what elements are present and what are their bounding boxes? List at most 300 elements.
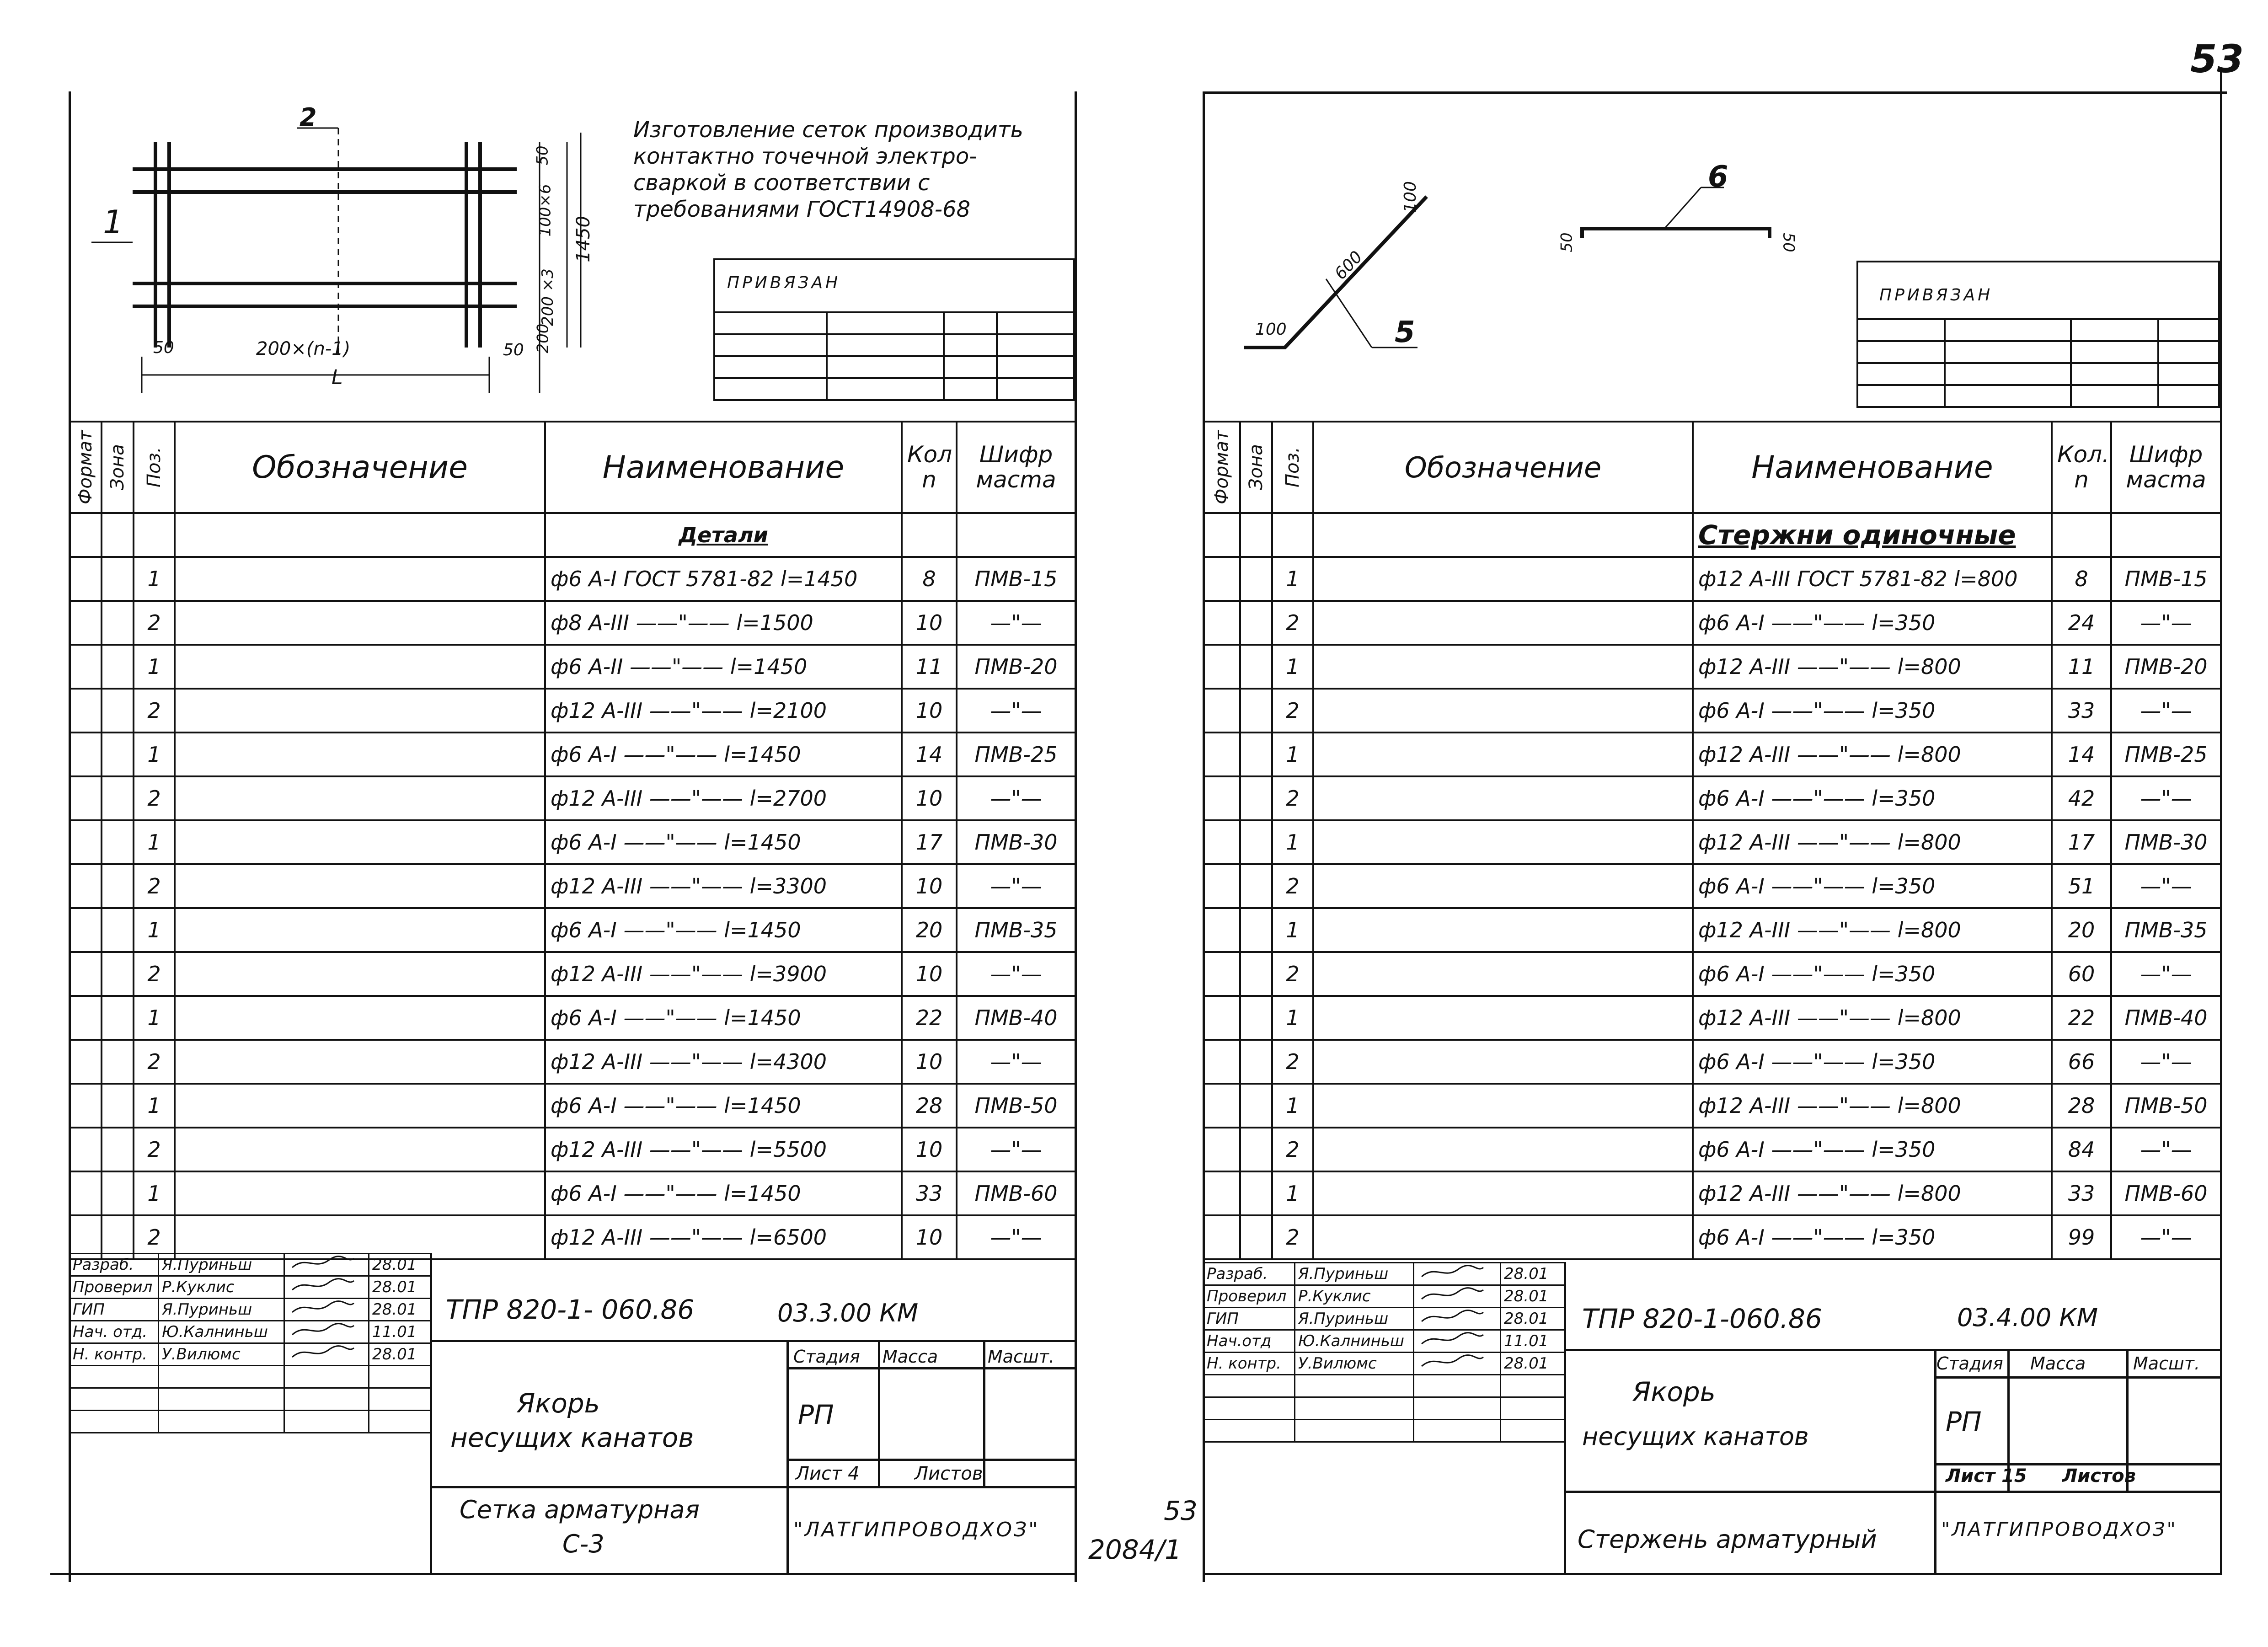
name-cell: ф6 А-I ——"—— l=1450: [545, 820, 902, 864]
code-cell: —"—: [957, 601, 1075, 645]
code-cell: —"—: [2111, 1040, 2221, 1084]
table-row: [1204, 908, 2221, 952]
name-cell: ф6 А-I ——"—— l=1450: [545, 1171, 902, 1215]
signature-row: [1204, 1397, 1565, 1420]
sheets-label: Листов: [2062, 1465, 2136, 1487]
zone-cell: [102, 864, 134, 908]
pos-cell: 1: [134, 733, 175, 776]
format-cell: [70, 557, 102, 601]
designation-cell: [1313, 952, 1693, 996]
format-cell: [70, 908, 102, 952]
name-cell: Р.Куклис: [159, 1276, 284, 1299]
qty-cell: 11: [2052, 645, 2111, 689]
drawing-title-2: С-3: [562, 1529, 604, 1558]
top-border-right: [1203, 91, 2227, 94]
zone-cell: [102, 689, 134, 733]
privyazan-label: ПРИВЯЗАН: [1879, 286, 1993, 305]
mesh-label-pos2: 2: [300, 103, 317, 132]
name-cell: ф12 А-III ——"—— l=800: [1693, 645, 2052, 689]
role-cell: [70, 1366, 159, 1388]
zone-cell: [102, 996, 134, 1040]
role-cell: [1204, 1375, 1295, 1397]
zone-cell: [1240, 996, 1272, 1040]
table-row: [70, 996, 1075, 1040]
format-cell: [1204, 1171, 1240, 1215]
sheet-label: Лист 15: [1946, 1465, 2027, 1487]
doc-code: ТПР 820-1- 060.86: [446, 1294, 695, 1325]
zone-cell: [102, 1040, 134, 1084]
name-cell: ф12 А-III ——"—— l=5500: [545, 1128, 902, 1171]
signature-cell: [284, 1411, 369, 1433]
mesh-dim-50-right: 50: [503, 341, 524, 359]
qty-cell: 84: [2052, 1128, 2111, 1171]
designation-cell: [1313, 601, 1693, 645]
zone-cell: [1240, 557, 1272, 601]
table-row: [1204, 1171, 2221, 1215]
name-cell: У.Вилюмс: [1295, 1353, 1414, 1375]
stage-header: Стадия: [793, 1347, 860, 1367]
format-cell: [1204, 1084, 1240, 1128]
privyazan-grid: [713, 258, 1075, 401]
table-row: [1204, 996, 2221, 1040]
format-cell: [1204, 908, 1240, 952]
signature-mark: [288, 1277, 356, 1294]
signature-cell: [1414, 1330, 1501, 1353]
qty-cell: 60: [2052, 952, 2111, 996]
zone-cell: [1240, 1171, 1272, 1215]
designation-cell: [175, 733, 545, 776]
format-cell: [70, 689, 102, 733]
qty-cell: 42: [2052, 776, 2111, 820]
signature-cell: [284, 1254, 369, 1276]
date-cell: [1501, 1397, 1565, 1420]
pos-cell: 2: [1272, 952, 1313, 996]
bar-dim-50-right: 50: [1779, 232, 1798, 252]
mass-header: Масса: [2030, 1353, 2086, 1374]
pos-cell: 2: [134, 952, 175, 996]
name-cell: ф6 А-I ——"—— l=1450: [545, 996, 902, 1040]
name-cell: Я.Пуриньш: [159, 1254, 284, 1276]
date-cell: [1501, 1420, 1565, 1442]
pos-cell: 1: [1272, 733, 1313, 776]
signature-cell: [284, 1299, 369, 1321]
name-cell: ф12 А-III ——"—— l=800: [1693, 820, 2052, 864]
zone-cell: [102, 1128, 134, 1171]
pos-cell: 1: [1272, 1171, 1313, 1215]
qty-cell: 10: [902, 1128, 957, 1171]
zone-cell: [102, 601, 134, 645]
designation-cell: [1313, 1171, 1693, 1215]
organization: "ЛАТГИПРОВОДХОЗ": [793, 1518, 1040, 1541]
doc-sub: 03.3.00 КМ: [777, 1299, 919, 1327]
qty-cell: 28: [2052, 1084, 2111, 1128]
signature-mark: [288, 1344, 356, 1361]
signature-cell: [284, 1388, 369, 1411]
designation-cell: [175, 645, 545, 689]
signature-mark: [1417, 1309, 1486, 1325]
col-name: Наименование: [1693, 422, 2052, 513]
code-cell: —"—: [2111, 601, 2221, 645]
col-pos: Поз.: [134, 422, 175, 513]
stage-header: Стадия: [1936, 1353, 2003, 1374]
signature-mark: [1417, 1286, 1486, 1303]
date-cell: 28.01: [369, 1254, 431, 1276]
date-cell: 28.01: [369, 1276, 431, 1299]
designation-cell: [175, 864, 545, 908]
role-cell: Нач. отд.: [70, 1321, 159, 1343]
name-cell: ф6 А-I ——"—— l=350: [1693, 1215, 2052, 1259]
note-line: требованиями ГОСТ14908-68: [633, 197, 971, 222]
signature-row: [1204, 1263, 1565, 1285]
name-cell: [1295, 1375, 1414, 1397]
name-cell: ф6 А-I ——"—— l=350: [1693, 1040, 2052, 1084]
date-cell: 28.01: [1501, 1308, 1565, 1330]
zone-cell: [1240, 908, 1272, 952]
right-sheet-bottom-border: [1203, 1573, 2222, 1575]
zone-cell: [102, 1084, 134, 1128]
qty-cell: 33: [2052, 689, 2111, 733]
stage-value: РП: [798, 1399, 834, 1430]
bar-dim-100-top: 100: [1401, 181, 1420, 213]
format-cell: [1204, 952, 1240, 996]
pos-cell: 2: [134, 1040, 175, 1084]
format-cell: [70, 601, 102, 645]
pos-cell: 1: [134, 1171, 175, 1215]
qty-cell: 10: [902, 1215, 957, 1259]
fabrication-note: [633, 117, 1023, 223]
designation-cell: [1313, 776, 1693, 820]
pos-cell: 1: [1272, 908, 1313, 952]
qty-cell: 51: [2052, 864, 2111, 908]
signature-cell: [1414, 1397, 1501, 1420]
role-cell: Разраб.: [70, 1254, 159, 1276]
code-cell: ПМВ-50: [2111, 1084, 2221, 1128]
privyazan-label: ПРИВЯЗАН: [727, 273, 841, 292]
pos-cell: 2: [1272, 601, 1313, 645]
bar-label-6: 6: [1708, 160, 1728, 194]
name-cell: ф6 А-I ——"—— l=1450: [545, 908, 902, 952]
zone-cell: [1240, 864, 1272, 908]
signature-row: [1204, 1308, 1565, 1330]
qty-cell: 10: [902, 689, 957, 733]
format-cell: [1204, 601, 1240, 645]
table-row: [70, 1040, 1075, 1084]
name-cell: ф12 А-III ——"—— l=2100: [545, 689, 902, 733]
signature-row: [1204, 1420, 1565, 1442]
designation-cell: [1313, 557, 1693, 601]
table-row: [1204, 1128, 2221, 1171]
format-cell: [70, 1084, 102, 1128]
designation-cell: [175, 908, 545, 952]
code-cell: ПМВ-30: [2111, 820, 2221, 864]
format-cell: [1204, 1040, 1240, 1084]
code-cell: —"—: [2111, 689, 2221, 733]
signature-row: [70, 1343, 431, 1366]
format-cell: [1204, 557, 1240, 601]
zone-cell: [1240, 1128, 1272, 1171]
signature-row: [1204, 1353, 1565, 1375]
format-cell: [1204, 1215, 1240, 1259]
designation-cell: [175, 776, 545, 820]
format-cell: [70, 1171, 102, 1215]
code-cell: ПМВ-60: [957, 1171, 1075, 1215]
note-line: сваркой в соответствии с: [633, 170, 930, 196]
role-cell: Н. контр.: [70, 1343, 159, 1366]
table-row: [70, 952, 1075, 996]
name-cell: ф6 А-I ——"—— l=350: [1693, 776, 2052, 820]
section-title: Стержни одиночные: [1693, 513, 2052, 557]
signature-cell: [1414, 1285, 1501, 1308]
signature-mark: [288, 1322, 356, 1338]
mesh-dim-L: L: [332, 366, 343, 389]
format-cell: [1204, 1128, 1240, 1171]
designation-cell: [1313, 1040, 1693, 1084]
designation-cell: [1313, 1215, 1693, 1259]
doc-code: ТПР 820-1-060.86: [1582, 1303, 1822, 1334]
designation-cell: [175, 1084, 545, 1128]
qty-cell: 10: [902, 776, 957, 820]
role-cell: Разраб.: [1204, 1263, 1295, 1285]
role-cell: [1204, 1397, 1295, 1420]
role-cell: [70, 1388, 159, 1411]
date-cell: [369, 1366, 431, 1388]
code-cell: —"—: [957, 1040, 1075, 1084]
table-row: [1204, 776, 2221, 820]
zone-cell: [102, 820, 134, 864]
pos-cell: 1: [134, 557, 175, 601]
date-cell: [1501, 1375, 1565, 1397]
format-cell: [70, 1040, 102, 1084]
pos-cell: 2: [134, 601, 175, 645]
designation-cell: [175, 1128, 545, 1171]
qty-cell: 66: [2052, 1040, 2111, 1084]
name-cell: ф12 А-III ——"—— l=3900: [545, 952, 902, 996]
format-cell: [70, 645, 102, 689]
name-cell: Я.Пуриньш: [1295, 1263, 1414, 1285]
sheet-label: Лист 4: [796, 1463, 860, 1484]
qty-cell: 20: [2052, 908, 2111, 952]
name-cell: ф6 А-I ——"—— l=350: [1693, 1128, 2052, 1171]
qty-cell: 11: [902, 645, 957, 689]
inventory-number: 2084/1: [1088, 1534, 1182, 1565]
code-cell: —"—: [2111, 1128, 2221, 1171]
zone-cell: [102, 557, 134, 601]
signature-mark: [1417, 1353, 1486, 1370]
object-title-1: Якорь: [517, 1388, 600, 1419]
pos-cell: 2: [134, 1215, 175, 1259]
table-row: [1204, 820, 2221, 864]
role-cell: Н. контр.: [1204, 1353, 1295, 1375]
format-cell: [70, 733, 102, 776]
mesh-dim-side-200: 200 ×3: [538, 268, 557, 326]
code-cell: ПМВ-40: [957, 996, 1075, 1040]
signature-row: [1204, 1330, 1565, 1353]
signature-row: [1204, 1285, 1565, 1308]
name-cell: ф12 А-III ——"—— l=800: [1693, 996, 2052, 1040]
table-row: [1204, 952, 2221, 996]
table-row: [70, 689, 1075, 733]
zone-cell: [1240, 689, 1272, 733]
designation-cell: [1313, 996, 1693, 1040]
name-cell: ф12 А-III ——"—— l=3300: [545, 864, 902, 908]
name-cell: ф8 А-III ——"—— l=1500: [545, 601, 902, 645]
signature-row: [70, 1254, 431, 1276]
col-code: Шифр масmа: [957, 422, 1075, 513]
drawing-title-1: Сетка арматурная: [460, 1495, 700, 1524]
code-cell: ПМВ-25: [957, 733, 1075, 776]
signature-mark: [1417, 1331, 1486, 1348]
name-cell: ф6 А-I ——"—— l=350: [1693, 601, 2052, 645]
col-designation: Обозначение: [175, 422, 545, 513]
qty-cell: 33: [2052, 1171, 2111, 1215]
designation-cell: [175, 952, 545, 996]
code-cell: —"—: [2111, 1215, 2221, 1259]
qty-cell: 17: [2052, 820, 2111, 864]
designation-cell: [175, 601, 545, 645]
pos-cell: 1: [134, 645, 175, 689]
table-row: [1204, 645, 2221, 689]
name-cell: Ю.Калниньш: [159, 1321, 284, 1343]
name-cell: [1295, 1420, 1414, 1442]
format-cell: [1204, 733, 1240, 776]
zone-cell: [1240, 952, 1272, 996]
name-cell: [159, 1366, 284, 1388]
zone-cell: [102, 952, 134, 996]
date-cell: [369, 1388, 431, 1411]
qty-cell: 10: [902, 601, 957, 645]
mesh-dim-bottom: 200×(n-1): [256, 338, 351, 359]
zone-cell: [1240, 820, 1272, 864]
object-title-1: Якорь: [1632, 1376, 1716, 1407]
stage-value: РП: [1946, 1406, 1982, 1437]
table-row: [70, 557, 1075, 601]
qty-cell: 10: [902, 864, 957, 908]
format-cell: [1204, 776, 1240, 820]
section-title: Детали: [545, 513, 902, 557]
format-cell: [1204, 820, 1240, 864]
designation-cell: [175, 1040, 545, 1084]
zone-cell: [1240, 776, 1272, 820]
signature-cell: [1414, 1308, 1501, 1330]
object-title-2: несущих канатов: [1582, 1422, 1809, 1451]
col-zone: Зона: [102, 422, 134, 513]
note-line: Изготовление сеток производить: [633, 117, 1023, 143]
pos-cell: 2: [134, 1128, 175, 1171]
col-qty: Кол n: [902, 422, 957, 513]
date-cell: 28.01: [1501, 1285, 1565, 1308]
name-cell: Я.Пуриньш: [159, 1299, 284, 1321]
table-row: [1204, 864, 2221, 908]
scale-header: Масшт.: [988, 1347, 1054, 1367]
pos-cell: 2: [1272, 864, 1313, 908]
format-cell: [70, 1128, 102, 1171]
pos-cell: 1: [134, 908, 175, 952]
designation-cell: [1313, 1084, 1693, 1128]
code-cell: ПМВ-15: [957, 557, 1075, 601]
qty-cell: 24: [2052, 601, 2111, 645]
signature-mark: [1417, 1264, 1486, 1280]
table-row: [70, 864, 1075, 908]
name-cell: У.Вилюмс: [159, 1343, 284, 1366]
bar-label-5: 5: [1395, 315, 1415, 349]
table-row: [70, 908, 1075, 952]
pos-cell: 1: [134, 996, 175, 1040]
doc-sub: 03.4.00 КМ: [1957, 1303, 2098, 1332]
designation-cell: [1313, 908, 1693, 952]
name-cell: ф12 А-III ——"—— l=4300: [545, 1040, 902, 1084]
qty-cell: 17: [902, 820, 957, 864]
designation-cell: [1313, 820, 1693, 864]
col-name: Наименование: [545, 422, 902, 513]
code-cell: —"—: [957, 864, 1075, 908]
signature-cell: [1414, 1353, 1501, 1375]
format-cell: [70, 864, 102, 908]
name-cell: ф12 А-III ——"—— l=800: [1693, 908, 2052, 952]
format-cell: [70, 996, 102, 1040]
name-cell: ф6 А-II ——"—— l=1450: [545, 645, 902, 689]
name-cell: ф12 А-III ГОСТ 5781-82 l=800: [1693, 557, 2052, 601]
signature-cell: [284, 1343, 369, 1366]
role-cell: [1204, 1420, 1295, 1442]
pos-cell: 2: [1272, 1215, 1313, 1259]
qty-cell: 22: [902, 996, 957, 1040]
qty-cell: 99: [2052, 1215, 2111, 1259]
code-cell: ПМВ-60: [2111, 1171, 2221, 1215]
table-row: [70, 1084, 1075, 1128]
name-cell: ф6 А-I ——"—— l=350: [1693, 864, 2052, 908]
format-cell: [1204, 864, 1240, 908]
name-cell: Р.Куклис: [1295, 1285, 1414, 1308]
format-cell: [1204, 996, 1240, 1040]
format-cell: [70, 952, 102, 996]
name-cell: ф6 А-I ——"—— l=1450: [545, 733, 902, 776]
pos-cell: 2: [134, 864, 175, 908]
col-designation: Обозначение: [1313, 422, 1693, 513]
table-row: [1204, 557, 2221, 601]
zone-cell: [102, 776, 134, 820]
qty-cell: 20: [902, 908, 957, 952]
pos-cell: 1: [1272, 996, 1313, 1040]
mesh-drawing: [78, 101, 608, 416]
zone-cell: [1240, 601, 1272, 645]
name-cell: ф12 А-III ——"—— l=2700: [545, 776, 902, 820]
qty-cell: 10: [902, 1040, 957, 1084]
designation-cell: [1313, 689, 1693, 733]
table-row: [1204, 1215, 2221, 1259]
name-cell: ф6 А-I ——"—— l=1450: [545, 1084, 902, 1128]
pos-cell: 2: [1272, 776, 1313, 820]
col-format: Формат: [70, 422, 102, 513]
role-cell: ГИП: [1204, 1308, 1295, 1330]
format-cell: [70, 776, 102, 820]
signature-row: [70, 1411, 431, 1433]
zone-cell: [102, 908, 134, 952]
right-signatures: [1203, 1262, 1565, 1443]
signature-cell: [1414, 1263, 1501, 1285]
signature-cell: [284, 1366, 369, 1388]
left-spec-table: [69, 421, 1076, 1260]
privyazan-grid: [1856, 261, 2220, 408]
qty-cell: 10: [902, 952, 957, 996]
date-cell: [369, 1411, 431, 1433]
col-format: Формат: [1204, 422, 1240, 513]
qty-cell: 14: [2052, 733, 2111, 776]
table-row: [70, 820, 1075, 864]
name-cell: ф12 А-III ——"—— l=800: [1693, 1084, 2052, 1128]
pos-cell: 1: [1272, 645, 1313, 689]
name-cell: Я.Пуриньш: [1295, 1308, 1414, 1330]
pos-cell: 2: [1272, 1040, 1313, 1084]
